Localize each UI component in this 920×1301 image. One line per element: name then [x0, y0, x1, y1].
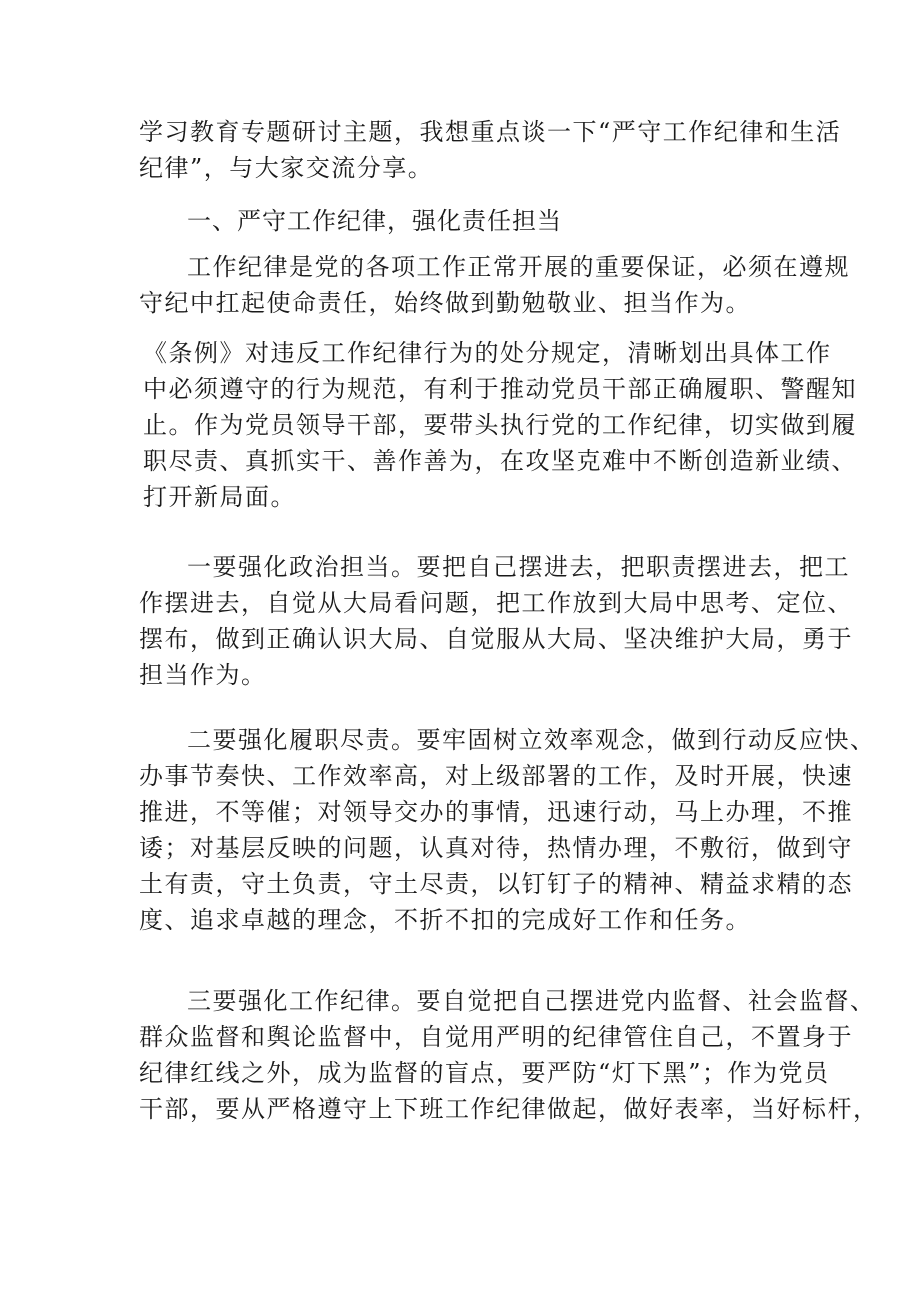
text-line: 作摆进去，自觉从大局看问题，把工作放到大局中思考、定位、 — [139, 589, 853, 617]
text-line: 诿；对基层反映的问题，认真对待，热情办理，不敷衍，做到守 — [139, 834, 853, 862]
section-heading — [139, 203, 799, 239]
text-line: 中必须遵守的行为规范，有利于推动党员干部正确履职、警醒知 — [143, 375, 857, 403]
text-line: 打开新局面。 — [143, 483, 296, 511]
text-line: 一要强化政治担当。要把自己摆进去，把职责摆进去，把工 — [187, 553, 850, 581]
heading-text: 一、严守工作纪律，强化责任担当 — [187, 207, 562, 235]
text-line: 土有责，守土负责，守土尽责，以钉钉子的精神、精益求精的态 — [139, 870, 853, 898]
text-line: 担当作为。 — [139, 661, 267, 689]
text-line: 止。作为党员领导干部，要带头执行党的工作纪律，切实做到履 — [143, 411, 857, 439]
text-line: 办事节奏快、工作效率高，对上级部署的工作，及时开展，快速 — [139, 762, 853, 790]
paragraph-regulations — [143, 335, 857, 515]
text-line: 《条例》对违反工作纪律行为的处分规定，清晰划出具体工作 — [143, 339, 832, 367]
paragraph-intro — [139, 114, 842, 186]
text-line: 三要强化工作纪律。要自觉把自己摆进党内监督、社会监督、 — [187, 987, 876, 1015]
text-line: 守纪中扛起使命责任，始终做到勤勉敬业、担当作为。 — [139, 289, 751, 317]
text-line: 度、追求卓越的理念，不折不扣的完成好工作和任务。 — [139, 906, 751, 934]
text-line: 纪律红线之外，成为监督的盲点，要严防“灯下黑”；作为党员 — [139, 1059, 830, 1087]
text-line: 学习教育专题研讨主题，我想重点谈一下“严守工作纪律和生活 — [139, 118, 842, 146]
text-line: 干部，要从严格遵守上下班工作纪律做起，做好表率，当好标杆， — [139, 1095, 879, 1123]
paragraph-work-discipline — [139, 249, 850, 321]
text-line: 群众监督和舆论监督中，自觉用严明的纪律管住自己，不置身于 — [139, 1023, 853, 1051]
text-line: 工作纪律是党的各项工作正常开展的重要保证，必须在遵规 — [187, 253, 850, 281]
text-line: 职尽责、真抓实干、善作善为，在攻坚克难中不断创造新业绩、 — [143, 447, 857, 475]
text-line: 二要强化履职尽责。要牢固树立效率观念，做到行动反应快、 — [187, 726, 876, 754]
paragraph-second-point — [139, 722, 876, 938]
text-line: 摆布，做到正确认识大局、自觉服从大局、坚决维护大局，勇于 — [139, 625, 853, 653]
text-line: 推进，不等催；对领导交办的事情，迅速行动，马上办理，不推 — [139, 798, 853, 826]
paragraph-third-point — [139, 983, 879, 1127]
text-line: 纪律”，与大家交流分享。 — [139, 154, 434, 182]
paragraph-first-point — [139, 549, 853, 693]
